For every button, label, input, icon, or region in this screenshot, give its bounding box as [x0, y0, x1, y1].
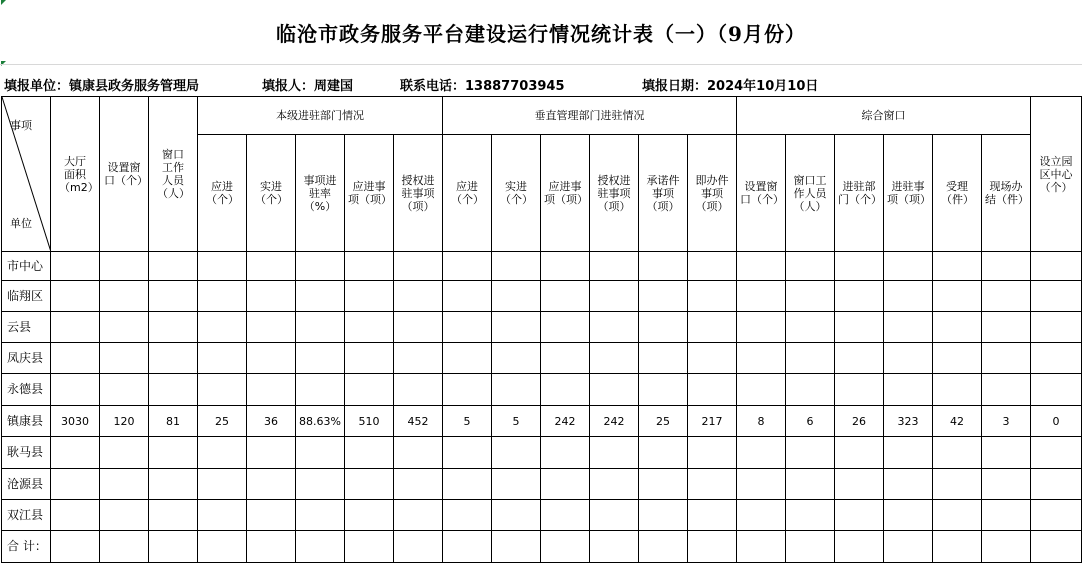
table-cell[interactable] [394, 469, 443, 500]
table-cell[interactable] [394, 312, 443, 343]
local-col: 应进事项（项） [345, 135, 394, 252]
table-cell[interactable] [688, 469, 737, 500]
table-cell[interactable]: 3030 [51, 406, 100, 437]
comprehensive-col: 进驻事项（项） [884, 135, 933, 252]
table-cell[interactable] [51, 312, 100, 343]
table-cell[interactable] [835, 531, 884, 563]
table-cell[interactable] [492, 281, 541, 312]
table-cell[interactable] [492, 469, 541, 500]
comprehensive-col: 窗口工作人员（人） [786, 135, 835, 252]
table-cell[interactable] [198, 312, 247, 343]
table-cell[interactable] [247, 312, 296, 343]
table-cell[interactable] [149, 500, 198, 531]
table-row [2, 343, 1082, 374]
row-unit-name: 云县 [2, 312, 51, 343]
table-cell[interactable] [198, 469, 247, 500]
comprehensive-col: 设置窗口（个） [737, 135, 786, 252]
corner-header [2, 97, 51, 252]
table-cell[interactable] [982, 281, 1031, 312]
table-cell[interactable] [443, 312, 492, 343]
table-cell[interactable] [884, 343, 933, 374]
table-cell[interactable] [688, 500, 737, 531]
table-cell[interactable] [835, 343, 884, 374]
table-cell[interactable] [149, 437, 198, 469]
table-cell[interactable] [541, 252, 590, 281]
table-cell[interactable] [933, 252, 982, 281]
table-cell[interactable] [688, 531, 737, 563]
group-local-departments: 本级进驻部门情况 [198, 97, 443, 135]
table-cell[interactable] [639, 252, 688, 281]
vertical-col: 承诺件事项（项） [639, 135, 688, 252]
vertical-col: 应进（个） [443, 135, 492, 252]
row-unit-name: 合 计： [2, 531, 51, 563]
table-cell[interactable] [345, 531, 394, 563]
table-cell[interactable] [1031, 374, 1082, 406]
table-cell[interactable] [884, 252, 933, 281]
table-cell[interactable] [884, 312, 933, 343]
table-cell[interactable]: 5 [443, 406, 492, 437]
table-cell[interactable] [541, 469, 590, 500]
table-cell[interactable] [1031, 500, 1082, 531]
table-cell[interactable] [443, 374, 492, 406]
table-cell[interactable] [639, 281, 688, 312]
table-cell[interactable] [541, 312, 590, 343]
table-cell[interactable] [149, 469, 198, 500]
local-col: 实进（个） [247, 135, 296, 252]
table-row [2, 374, 1082, 406]
table-cell[interactable] [345, 469, 394, 500]
table-cell[interactable] [688, 437, 737, 469]
table-cell[interactable]: 88.63% [296, 406, 345, 437]
table-cell[interactable] [443, 437, 492, 469]
table-cell[interactable] [394, 281, 443, 312]
table-row [2, 406, 1082, 437]
table-cell[interactable] [737, 312, 786, 343]
table-cell[interactable] [1031, 252, 1082, 281]
vertical-col: 实进（个） [492, 135, 541, 252]
table-cell[interactable] [982, 252, 1031, 281]
contact-phone: 联系电话：13887703945 [400, 79, 565, 94]
table-cell[interactable] [247, 531, 296, 563]
table-cell[interactable] [590, 281, 639, 312]
table-cell[interactable]: 510 [345, 406, 394, 437]
table-row [2, 252, 1082, 281]
table-row [2, 437, 1082, 469]
table-cell[interactable] [590, 469, 639, 500]
table-cell[interactable] [541, 374, 590, 406]
table-cell[interactable] [492, 374, 541, 406]
table-cell[interactable] [982, 437, 1031, 469]
table-cell[interactable] [639, 469, 688, 500]
table-cell[interactable] [541, 500, 590, 531]
table-cell[interactable] [100, 281, 149, 312]
table-cell[interactable] [51, 281, 100, 312]
table-cell[interactable] [639, 312, 688, 343]
table-cell[interactable] [100, 437, 149, 469]
table-cell[interactable] [737, 281, 786, 312]
row-unit-name: 双江县 [2, 500, 51, 531]
table-cell[interactable] [394, 531, 443, 563]
comprehensive-col: 受理（件） [933, 135, 982, 252]
table-cell[interactable] [296, 252, 345, 281]
table-cell[interactable] [443, 281, 492, 312]
table-cell[interactable] [737, 252, 786, 281]
table-cell[interactable] [786, 343, 835, 374]
table-cell[interactable] [884, 437, 933, 469]
table-cell[interactable] [933, 343, 982, 374]
table-cell[interactable] [345, 374, 394, 406]
table-cell[interactable] [884, 281, 933, 312]
col-windows: 设置窗口（个） [100, 97, 149, 252]
table-cell[interactable] [247, 343, 296, 374]
table-cell[interactable] [394, 343, 443, 374]
table-cell[interactable] [688, 252, 737, 281]
table-row [2, 281, 1082, 312]
table-cell[interactable] [688, 343, 737, 374]
table-cell[interactable] [982, 374, 1031, 406]
table-cell[interactable] [835, 500, 884, 531]
table-cell[interactable] [198, 374, 247, 406]
table-cell[interactable] [737, 500, 786, 531]
table-cell[interactable] [590, 500, 639, 531]
vertical-col: 授权进驻事项（项） [590, 135, 639, 252]
vertical-col: 即办件事项（项） [688, 135, 737, 252]
table-cell[interactable]: 323 [884, 406, 933, 437]
table-cell[interactable] [492, 312, 541, 343]
table-cell[interactable] [100, 343, 149, 374]
table-cell[interactable] [1031, 281, 1082, 312]
table-cell[interactable] [492, 531, 541, 563]
table-cell[interactable] [198, 500, 247, 531]
table-cell[interactable] [590, 374, 639, 406]
table-cell[interactable] [51, 374, 100, 406]
local-col: 授权进驻事项（项） [394, 135, 443, 252]
table-cell[interactable] [1031, 531, 1082, 563]
table-cell[interactable] [492, 500, 541, 531]
row-unit-name: 镇康县 [2, 406, 51, 437]
table-cell[interactable] [835, 312, 884, 343]
table-cell[interactable] [982, 312, 1031, 343]
table-cell[interactable] [590, 252, 639, 281]
table-cell[interactable] [296, 374, 345, 406]
table-cell[interactable] [590, 437, 639, 469]
table-cell[interactable]: 5 [492, 406, 541, 437]
table-row [2, 531, 1082, 563]
group-comprehensive-window: 综合窗口 [737, 97, 1031, 135]
table-cell[interactable] [1031, 437, 1082, 469]
table-cell[interactable] [884, 500, 933, 531]
row-unit-name: 沧源县 [2, 469, 51, 500]
comprehensive-col: 现场办结（件） [982, 135, 1031, 252]
corner-label-unit: 单位 [10, 217, 32, 230]
table-cell[interactable] [100, 531, 149, 563]
table-cell[interactable]: 25 [639, 406, 688, 437]
table-cell[interactable] [1031, 469, 1082, 500]
table-cell[interactable] [1031, 343, 1082, 374]
table-cell[interactable]: 25 [198, 406, 247, 437]
reporter: 填报人：周建国 [262, 79, 354, 94]
table-cell[interactable] [590, 531, 639, 563]
table-cell[interactable] [541, 437, 590, 469]
table-cell[interactable] [198, 281, 247, 312]
table-cell[interactable] [296, 531, 345, 563]
table-cell[interactable] [884, 531, 933, 563]
table-cell[interactable] [100, 312, 149, 343]
table-cell[interactable] [639, 437, 688, 469]
table-cell[interactable] [933, 312, 982, 343]
table-cell[interactable] [345, 500, 394, 531]
table-cell[interactable]: 120 [100, 406, 149, 437]
table-row [2, 312, 1082, 343]
table-cell[interactable] [688, 312, 737, 343]
table-cell[interactable] [541, 281, 590, 312]
table-cell[interactable] [1031, 312, 1082, 343]
table-cell[interactable] [149, 312, 198, 343]
table-cell[interactable] [51, 343, 100, 374]
table-cell[interactable] [198, 252, 247, 281]
table-cell[interactable] [786, 252, 835, 281]
table-cell[interactable] [639, 343, 688, 374]
table-cell[interactable] [149, 374, 198, 406]
table-cell[interactable] [296, 500, 345, 531]
table-cell[interactable] [835, 281, 884, 312]
corner-label-items: 事项 [10, 119, 32, 132]
table-cell[interactable] [737, 374, 786, 406]
table-cell[interactable] [443, 469, 492, 500]
comprehensive-col: 进驻部门（个） [835, 135, 884, 252]
table-cell[interactable]: 452 [394, 406, 443, 437]
table-cell[interactable] [688, 374, 737, 406]
table-cell[interactable] [835, 469, 884, 500]
table-cell[interactable] [149, 252, 198, 281]
table-cell[interactable] [296, 281, 345, 312]
table-cell[interactable] [590, 343, 639, 374]
table-cell[interactable]: 42 [933, 406, 982, 437]
table-cell[interactable] [933, 281, 982, 312]
table-cell[interactable] [296, 469, 345, 500]
table-cell[interactable] [541, 531, 590, 563]
table-cell[interactable] [492, 252, 541, 281]
table-cell[interactable]: 0 [1031, 406, 1082, 437]
table-cell[interactable] [443, 343, 492, 374]
table-cell[interactable]: 242 [541, 406, 590, 437]
table-cell[interactable] [345, 252, 394, 281]
vertical-col: 应进事项（项） [541, 135, 590, 252]
table-cell[interactable] [786, 469, 835, 500]
statistics-table [1, 96, 1082, 563]
table-row [2, 500, 1082, 531]
table-cell[interactable] [786, 500, 835, 531]
table-cell[interactable] [51, 469, 100, 500]
col-hall-area: 大厅面积（m2） [51, 97, 100, 252]
table-cell[interactable] [884, 374, 933, 406]
table-cell[interactable] [982, 531, 1031, 563]
row-unit-name: 永德县 [2, 374, 51, 406]
table-cell[interactable]: 6 [786, 406, 835, 437]
table-cell[interactable] [737, 343, 786, 374]
table-cell[interactable] [639, 500, 688, 531]
table-cell[interactable] [247, 500, 296, 531]
table-cell[interactable] [443, 252, 492, 281]
table-cell[interactable] [933, 374, 982, 406]
table-cell[interactable] [247, 374, 296, 406]
table-cell[interactable] [933, 500, 982, 531]
table-cell[interactable] [737, 437, 786, 469]
table-cell[interactable]: 26 [835, 406, 884, 437]
row-unit-name: 耿马县 [2, 437, 51, 469]
table-cell[interactable] [100, 374, 149, 406]
table-cell[interactable] [247, 469, 296, 500]
table-cell[interactable] [737, 531, 786, 563]
row-unit-name: 临翔区 [2, 281, 51, 312]
table-cell[interactable] [933, 531, 982, 563]
table-cell[interactable] [198, 531, 247, 563]
table-cell[interactable] [198, 343, 247, 374]
table-cell[interactable] [51, 500, 100, 531]
col-park-center: 设立园区中心（个） [1031, 97, 1082, 252]
table-cell[interactable] [933, 437, 982, 469]
table-cell[interactable] [443, 531, 492, 563]
table-cell[interactable] [149, 281, 198, 312]
table-cell[interactable] [835, 437, 884, 469]
table-cell[interactable] [149, 531, 198, 563]
table-cell[interactable] [492, 437, 541, 469]
table-cell[interactable] [835, 252, 884, 281]
table-cell[interactable] [982, 343, 1031, 374]
table-cell[interactable] [786, 312, 835, 343]
table-cell[interactable]: 242 [590, 406, 639, 437]
table-cell[interactable] [443, 500, 492, 531]
col-staff: 窗口工作人员（人） [149, 97, 198, 252]
table-cell[interactable] [247, 281, 296, 312]
table-cell[interactable] [247, 437, 296, 469]
table-cell[interactable] [639, 374, 688, 406]
table-cell[interactable] [835, 374, 884, 406]
table-cell[interactable]: 3 [982, 406, 1031, 437]
group-vertical-departments: 垂直管理部门进驻情况 [443, 97, 737, 135]
table-cell[interactable] [51, 252, 100, 281]
table-cell[interactable] [541, 343, 590, 374]
table-cell[interactable] [394, 500, 443, 531]
table-cell[interactable] [933, 469, 982, 500]
table-cell[interactable] [982, 469, 1031, 500]
table-cell[interactable] [982, 500, 1031, 531]
table-cell[interactable] [247, 252, 296, 281]
table-cell[interactable] [688, 281, 737, 312]
local-col: 应进（个） [198, 135, 247, 252]
table-cell[interactable] [296, 437, 345, 469]
table-cell[interactable] [786, 374, 835, 406]
table-cell[interactable]: 81 [149, 406, 198, 437]
table-cell[interactable] [884, 469, 933, 500]
table-cell[interactable]: 217 [688, 406, 737, 437]
table-cell[interactable] [100, 252, 149, 281]
table-cell[interactable] [100, 500, 149, 531]
table-cell[interactable] [198, 437, 247, 469]
table-cell[interactable] [345, 343, 394, 374]
report-date: 填报日期：2024年10月10日 [642, 79, 819, 94]
table-cell[interactable] [51, 437, 100, 469]
data-rows [2, 252, 1082, 563]
table-cell[interactable] [786, 437, 835, 469]
table-row [2, 469, 1082, 500]
page-title: 临沧市政务服务平台建设运行情况统计表（一）（9月份） [0, 0, 1082, 65]
table-cell[interactable] [345, 437, 394, 469]
table-cell[interactable] [492, 343, 541, 374]
report-unit: 填报单位：镇康县政务服务管理局 [4, 79, 200, 94]
local-col: 事项进驻率（%） [296, 135, 345, 252]
table-cell[interactable] [639, 531, 688, 563]
table-cell[interactable] [590, 312, 639, 343]
table-cell[interactable] [737, 469, 786, 500]
table-cell[interactable] [345, 281, 394, 312]
table-cell[interactable]: 36 [247, 406, 296, 437]
row-unit-name: 市中心 [2, 252, 51, 281]
table-cell[interactable] [100, 469, 149, 500]
table-cell[interactable] [296, 343, 345, 374]
table-cell[interactable] [149, 343, 198, 374]
table-cell[interactable] [345, 312, 394, 343]
table-cell[interactable] [296, 312, 345, 343]
table-cell[interactable] [394, 437, 443, 469]
table-cell[interactable] [394, 252, 443, 281]
table-cell[interactable] [786, 281, 835, 312]
table-cell[interactable] [51, 531, 100, 563]
table-cell[interactable] [394, 374, 443, 406]
table-cell[interactable] [786, 531, 835, 563]
row-unit-name: 凤庆县 [2, 343, 51, 374]
table-cell[interactable]: 8 [737, 406, 786, 437]
